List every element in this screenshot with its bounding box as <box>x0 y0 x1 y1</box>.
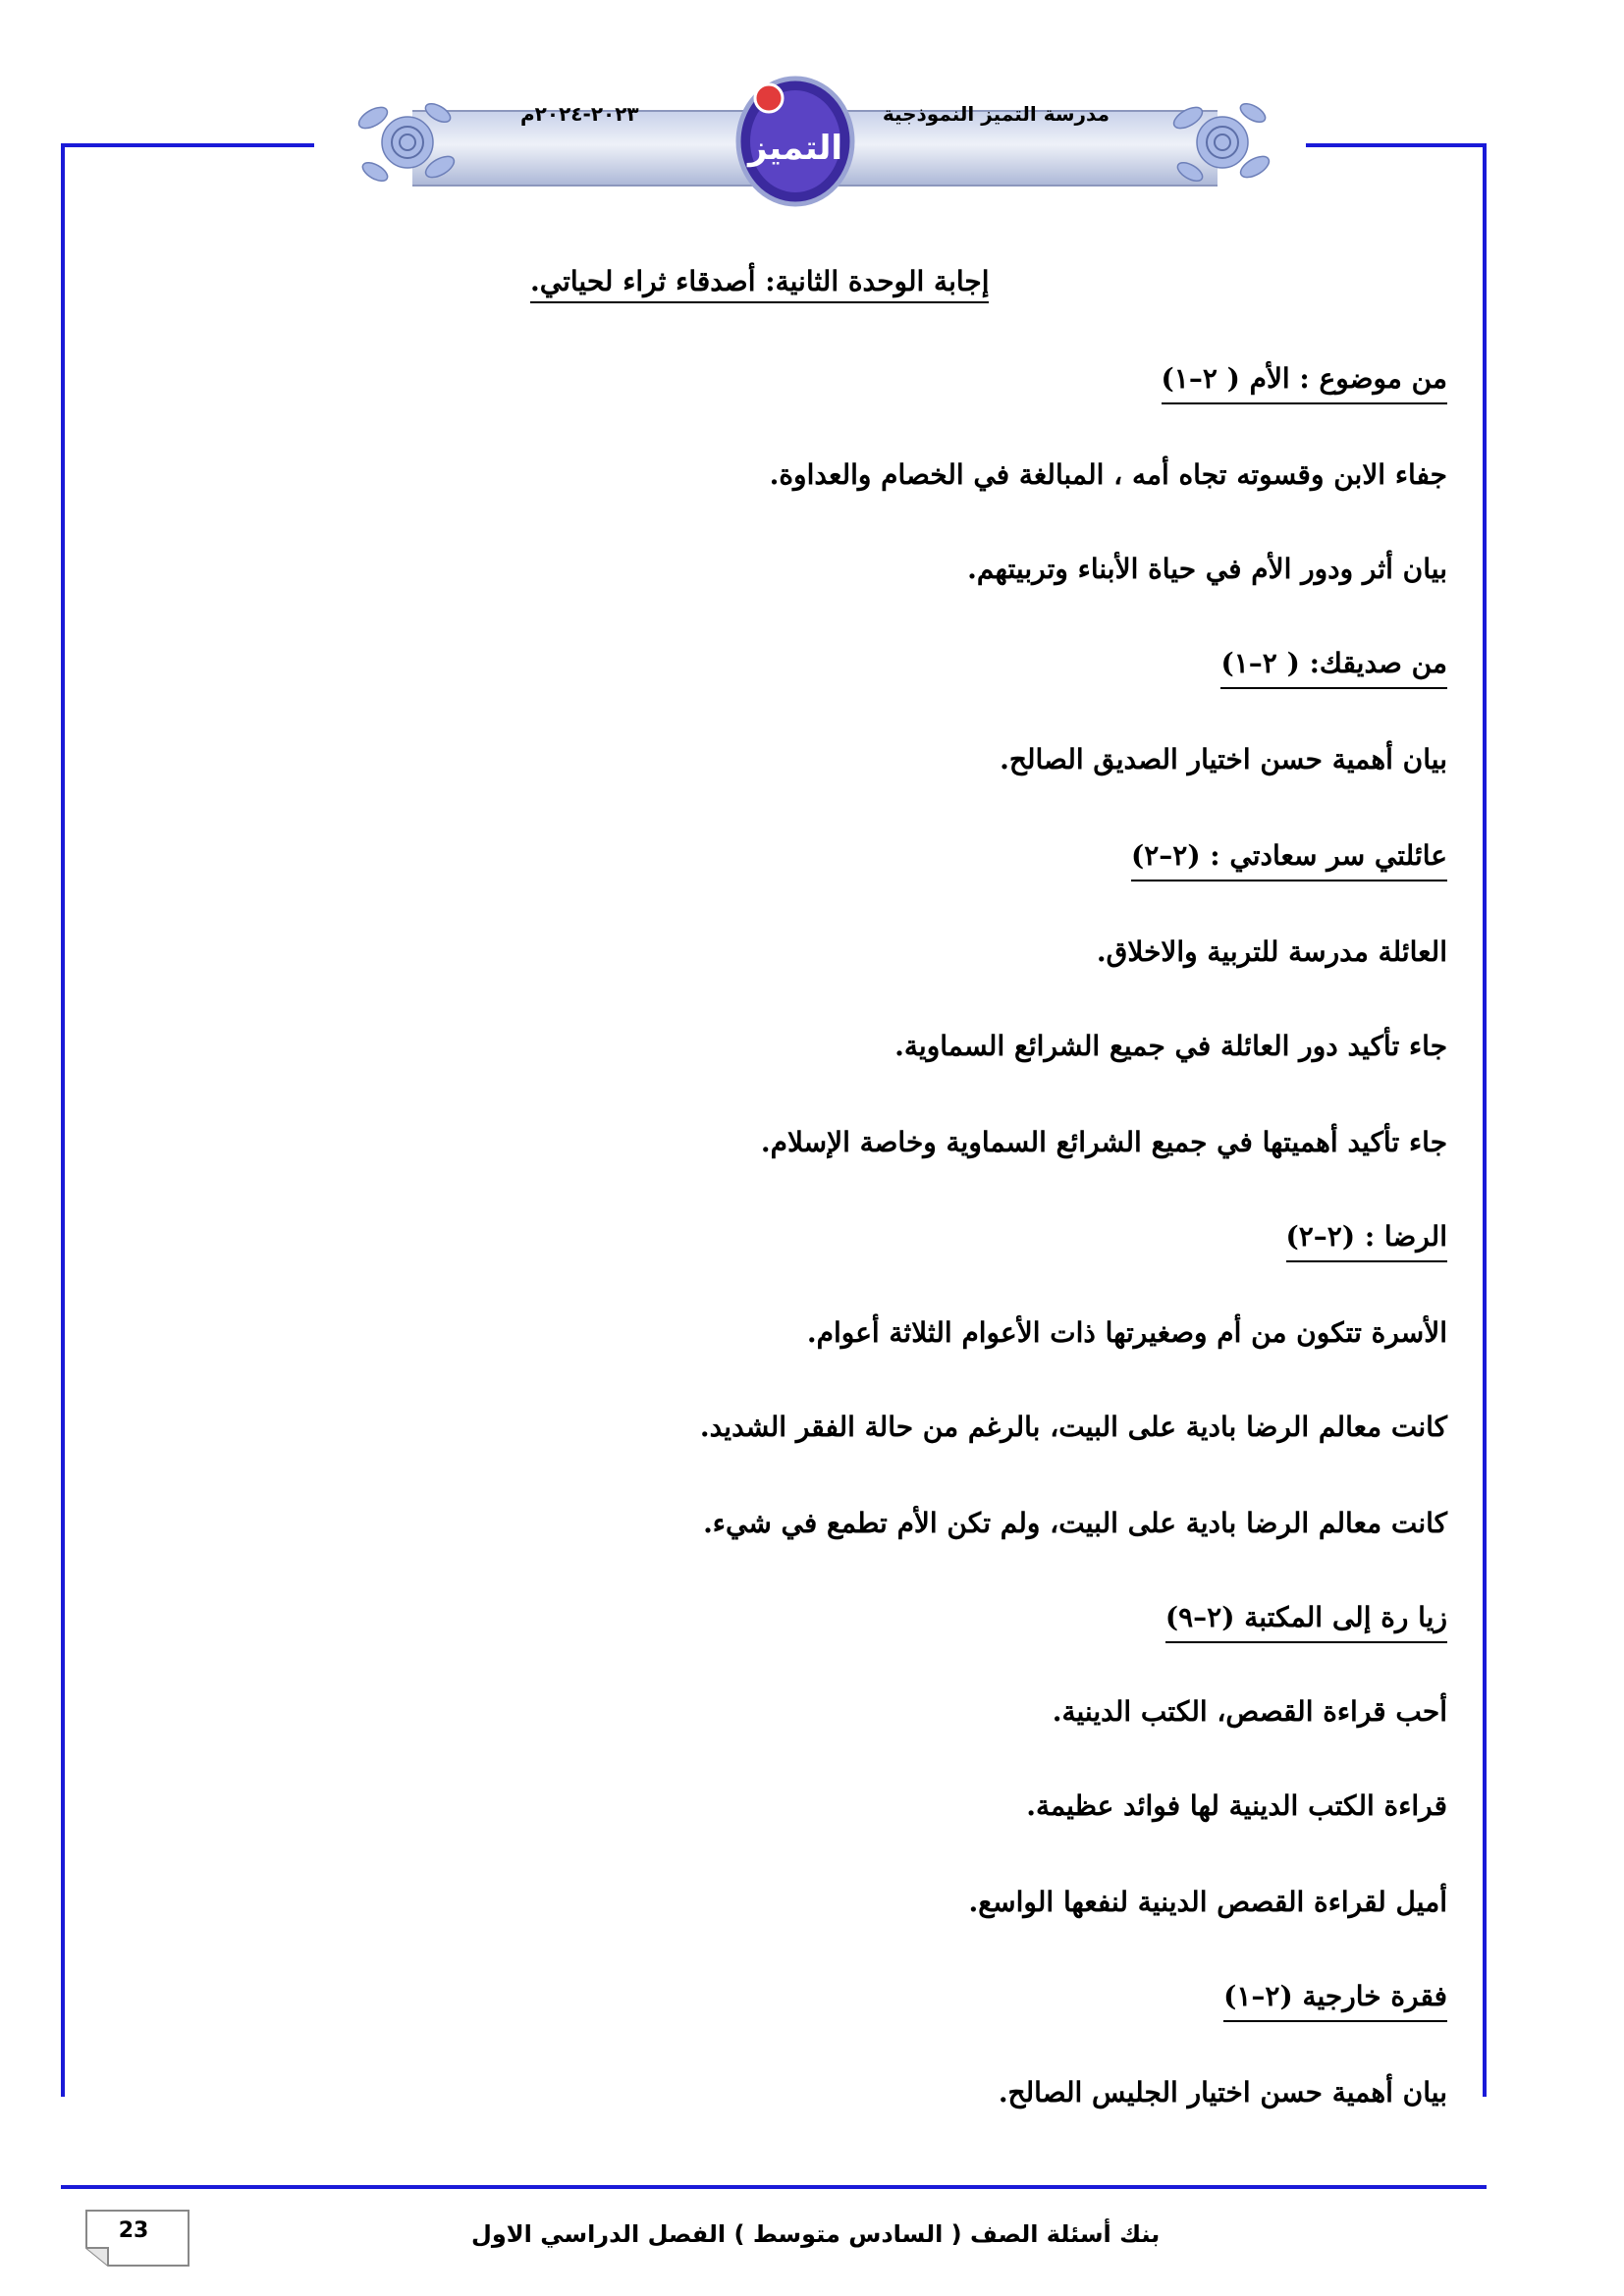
section-heading: الرضا : (٢–٢) <box>1286 1217 1448 1262</box>
frame-right-line <box>1483 143 1487 2097</box>
answer-line: جفاء الابن وقسوته تجاه أمه ، المبالغة في الخصام والعداوة. <box>769 458 1447 491</box>
answer-line: كانت معالم الرضا بادية على البيت، ولم تكن الأم تطمع في شيء. <box>703 1507 1447 1539</box>
section-heading: من موضوع : الأم ( ٢–١) <box>1162 359 1447 404</box>
frame-top-right-line <box>1306 143 1487 147</box>
answer-line: بيان أهمية حسن اختيار الجليس الصالح. <box>998 2076 1447 2109</box>
answer-line: قراءة الكتب الدينية لها فوائد عظيمة. <box>1026 1789 1447 1822</box>
logo-text: التميز <box>747 129 843 168</box>
frame-top-left-line <box>61 143 314 147</box>
answer-line: أميل لقراءة القصص الدينية لنفعها الواسع. <box>968 1886 1447 1918</box>
school-logo <box>731 71 859 208</box>
answer-line: الأسرة تتكون من أم وصغيرتها ذات الأعوام الثلاثة أعوام. <box>806 1316 1447 1349</box>
header-banner <box>353 71 1276 208</box>
answer-line: كانت معالم الرضا بادية على البيت، بالرغم من حالة الفقر الشديد. <box>699 1411 1447 1443</box>
section-heading: من صديقك: ( ٢–١) <box>1220 644 1447 689</box>
page-number: 23 <box>118 2218 149 2243</box>
page-number-box <box>84 2209 192 2269</box>
flower-icon <box>353 88 461 196</box>
answer-line: جاء تأكيد دور العائلة في جميع الشرائع السماوية. <box>894 1030 1447 1062</box>
answer-line: جاء تأكيد أهميتها في جميع الشرائع السماوية وخاصة الإسلام. <box>760 1126 1447 1158</box>
flower-icon <box>1168 88 1276 196</box>
page-title: إجابة الوحدة الثانية: أصدقاء ثراء لحياتي. <box>530 265 989 303</box>
school-name: مدرسة التميز النموذجية <box>882 102 1110 126</box>
school-year: ٢٠٢٣-٢٠٢٤م <box>520 102 639 126</box>
footer-text: بنك أسئلة الصف ( السادس متوسط ) الفصل الدراسي الاول <box>471 2220 1161 2248</box>
answer-line: العائلة مدرسة للتربية والاخلاق. <box>1096 935 1447 968</box>
answer-line: أحب قراءة القصص، الكتب الدينية. <box>1052 1695 1447 1728</box>
answer-line: بيان أهمية حسن اختيار الصديق الصالح. <box>1000 743 1447 775</box>
frame-left-line <box>61 143 65 2097</box>
footer-line <box>61 2185 1487 2189</box>
section-heading: زيا رة إلى المكتبة (٢–٩) <box>1165 1598 1447 1643</box>
section-heading: عائلتي سر سعادتي : (٢–٢) <box>1131 836 1447 881</box>
answer-line: بيان أثر ودور الأم في حياة الأبناء وتربيتهم. <box>967 553 1447 585</box>
section-heading: فقرة خارجية (٢–١) <box>1223 1977 1447 2022</box>
